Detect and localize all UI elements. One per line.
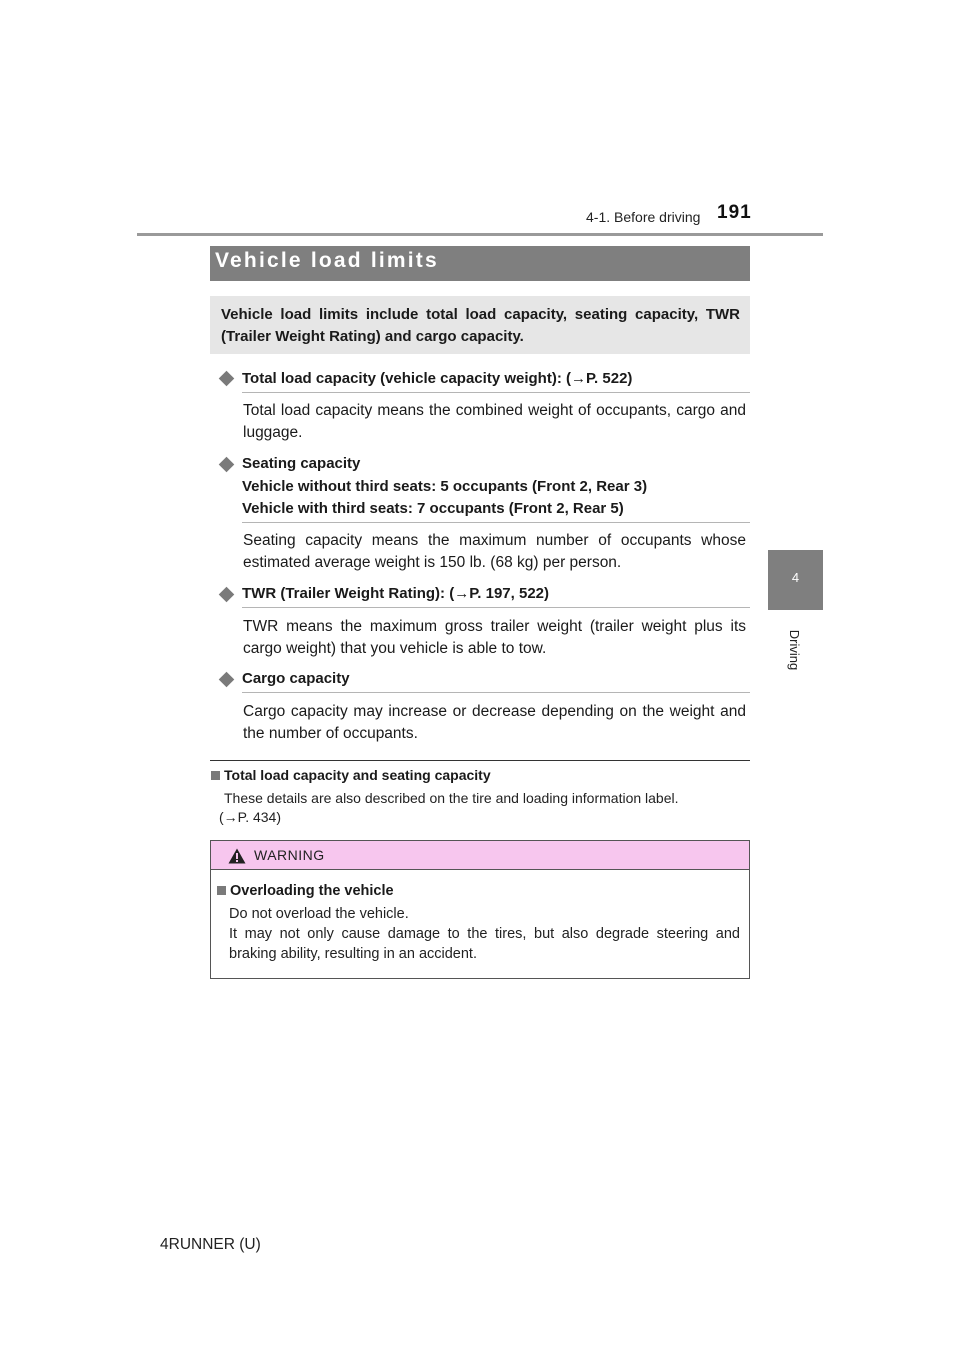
chapter-number: 4	[791, 570, 800, 585]
diamond-bullet-icon	[219, 457, 235, 473]
warning-line: Do not overload the vehicle.	[229, 906, 409, 922]
item-heading-line: Seating capacity	[242, 455, 361, 472]
intro-text: Vehicle load limits include total load capacity, seating capacity, TWR (Trailer Weight Rating) and cargo capacity.	[221, 306, 740, 345]
section-breadcrumb: 4-1. Before driving	[586, 209, 701, 225]
warning-title-text: Overloading the vehicle	[230, 883, 394, 899]
warning-body	[229, 904, 740, 964]
square-bullet-icon	[211, 771, 220, 780]
warning-label: WARNING	[254, 847, 325, 863]
warning-header	[211, 841, 749, 870]
section-divider	[210, 760, 750, 761]
note-body	[219, 789, 748, 827]
note-body-line: (→P. 434)	[219, 809, 281, 825]
item-divider	[242, 692, 750, 693]
item-body: Total load capacity means the combined weight of occupants, cargo and luggage.	[243, 402, 746, 441]
note-body-line: These details are also described on the tire and loading information label.	[224, 790, 679, 806]
note-title-text: Total load capacity and seating capacity	[224, 767, 491, 783]
item-body: TWR means the maximum gross trailer weight (trailer weight plus its cargo weight) that you vehicle is able to tow.	[243, 618, 746, 657]
diamond-bullet-icon	[219, 672, 235, 688]
diamond-bullet-icon	[219, 371, 235, 387]
item-divider	[242, 392, 750, 393]
item-heading-line: Cargo capacity	[242, 670, 350, 687]
item-heading-line: Total load capacity (vehicle capacity weight): (→P. 522)	[242, 370, 633, 387]
item-heading-line: Vehicle without third seats: 5 occupants (Front 2, Rear 3)	[242, 478, 648, 495]
item-divider	[242, 607, 750, 608]
item-heading-line: Vehicle with third seats: 7 occupants (Front 2, Rear 5)	[242, 500, 624, 517]
item-body: Cargo capacity may increase or decrease depending on the weight and the number of occupants.	[243, 703, 746, 742]
warning-title	[217, 883, 394, 899]
warning-line: It may not only cause damage to the tires, but also degrade steering and braking ability, resulting in an accident.	[229, 926, 740, 962]
note-title	[211, 767, 491, 783]
page-title: Vehicle load limits	[215, 249, 439, 272]
header-divider	[137, 233, 823, 236]
page-number: 191	[717, 202, 752, 223]
footer-model: 4RUNNER (U)	[160, 1236, 261, 1253]
intro-box	[210, 296, 750, 354]
item-divider	[242, 522, 750, 523]
warning-box	[210, 840, 750, 979]
item-heading-line: TWR (Trailer Weight Rating): (→P. 197, 522)	[242, 585, 550, 602]
chapter-label: Driving	[787, 629, 802, 671]
diamond-bullet-icon	[219, 587, 235, 603]
item-body: Seating capacity means the maximum number of occupants whose estimated average weight is 150 lb. (68 kg) per person.	[243, 532, 746, 571]
square-bullet-icon	[217, 886, 226, 895]
warning-triangle-icon	[228, 848, 246, 864]
